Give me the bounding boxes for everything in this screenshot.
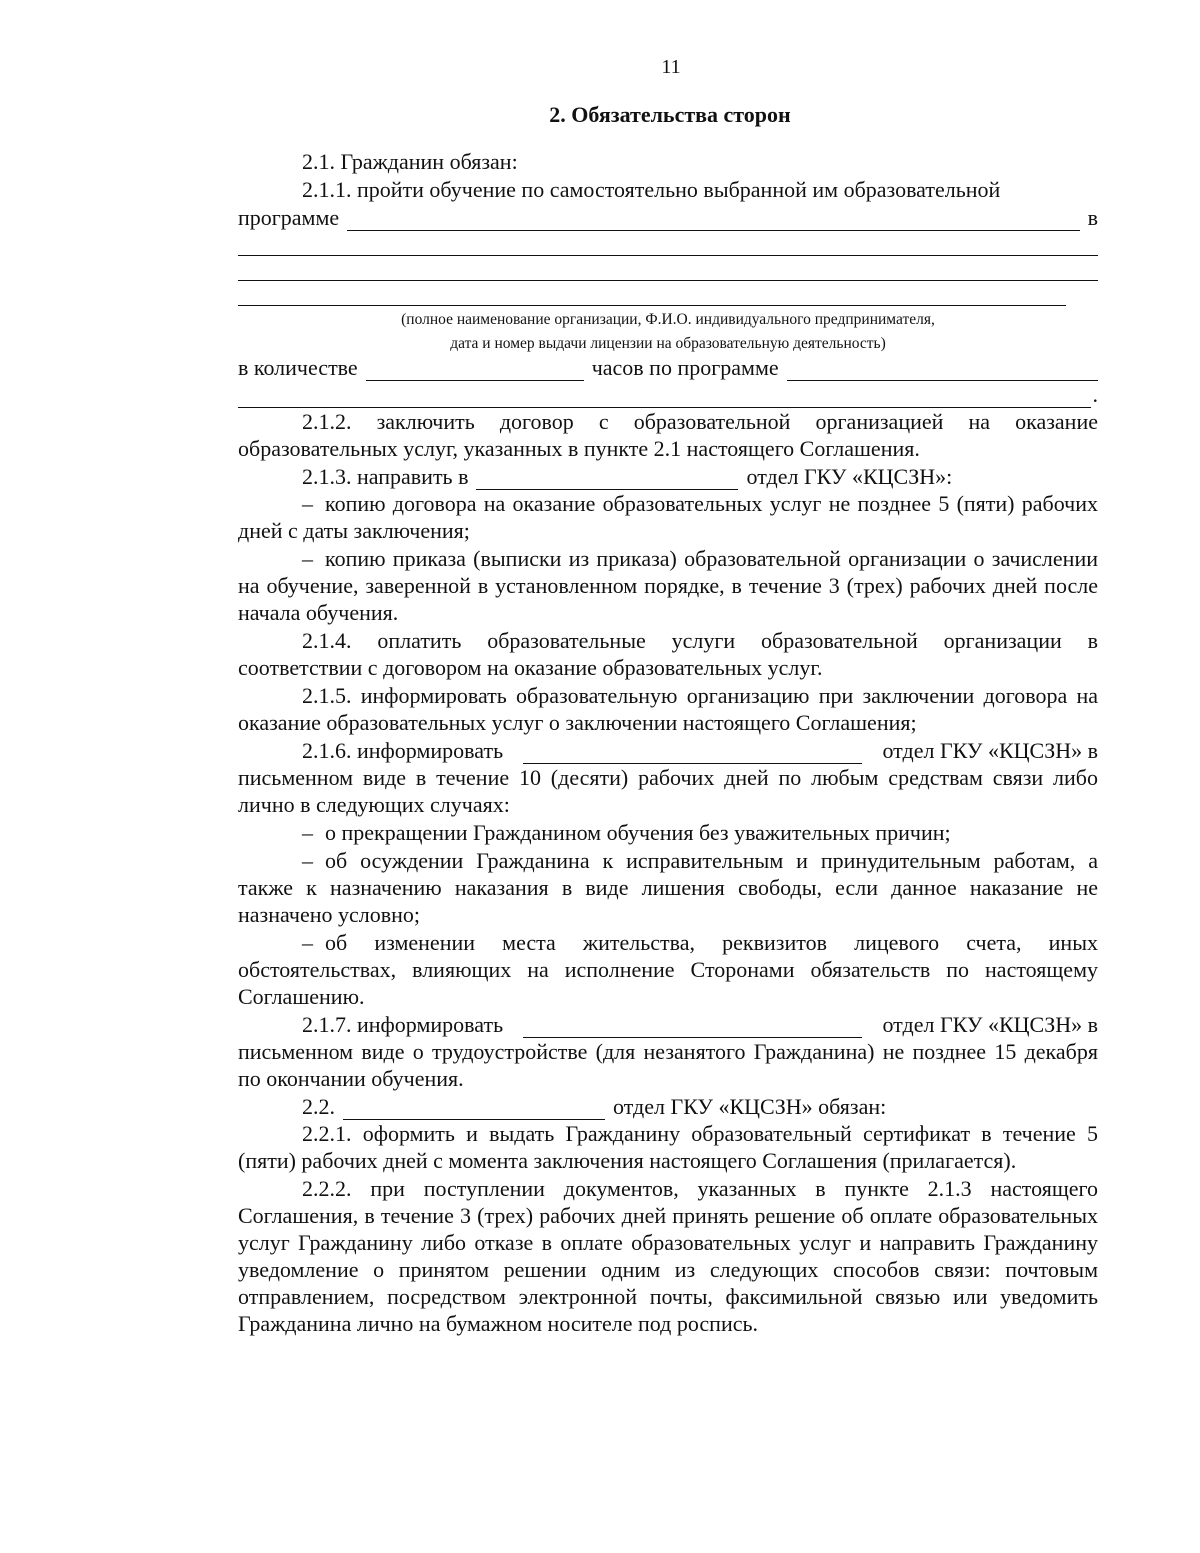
dash-mark: – xyxy=(302,848,313,873)
dash-mark: – xyxy=(302,930,313,955)
quantity-label: в количестве xyxy=(238,355,358,380)
department-blank-1 xyxy=(476,469,738,490)
clause-2-2-dept: отдел ГКУ «КЦСЗН» обязан: xyxy=(613,1094,887,1119)
dash-mark: – xyxy=(302,491,313,516)
quantity-line xyxy=(238,354,1098,381)
bullet-contract-copy-text: копию договора на оказание образовательных услуг не позднее 5 (пяти) рабочих дней с даты заключения; xyxy=(238,491,1098,543)
clause-2-1-6-text: письменном виде в течение 10 (десяти) рабочих дней по любым средствам связи либо лично в следующих случаях: xyxy=(238,765,1098,817)
bullet-order-copy-text: копию приказа (выписки из приказа) образовательной организации о зачислении на обучение, заверенной в установленном порядке, в течение 3 (трех) рабочих дней после начала обучения. xyxy=(238,546,1098,625)
clause-2-1-3-label: 2.1.3. направить в xyxy=(302,464,469,489)
clause-2-1-7-dept: отдел ГКУ «КЦСЗН» в xyxy=(882,1012,1098,1037)
clause-2-2-1: 2.2.1. оформить и выдать Гражданину образовательный сертификат в течение 5 (пяти) рабочих дней с момента заключения настоящего Соглашения (прилагается). xyxy=(238,1121,1098,1173)
clause-2-1: 2.1. Гражданин обязан: xyxy=(302,149,518,174)
clause-2-1-4: 2.1.4. оплатить образовательные услуги образовательной организации в соответствии с договором на оказание образовательных услуг. xyxy=(238,628,1098,680)
clause-2-1-2: 2.1.2. заключить договор с образовательной организацией на оказание образовательных услуг, указанных в пункте 2.1 настоящего Соглашения. xyxy=(238,409,1098,461)
department-blank-3 xyxy=(523,1017,862,1038)
clause-2-1-7-text: письменном виде о трудоустройстве (для незанятого Гражданина) не позднее 15 декабря по окончании обучения. xyxy=(238,1039,1098,1091)
dash-mark: – xyxy=(302,546,313,571)
bullet-order-copy xyxy=(238,545,1098,626)
clause-2-2-label: 2.2. xyxy=(302,1094,335,1119)
clause-2-2 xyxy=(238,1093,1098,1120)
department-blank-2 xyxy=(523,743,862,764)
caption-line-1: (полное наименование организации, Ф.И.О. индивидуального предпринимателя, xyxy=(401,311,935,328)
hours-label: часов по программе xyxy=(591,355,779,380)
department-blank-4 xyxy=(343,1099,605,1120)
page-number: 11 xyxy=(661,56,681,78)
program-blank xyxy=(347,210,1079,231)
clause-2-2-2: 2.2.2. при поступлении документов, указанных в пункте 2.1.3 настоящего Соглашения, в течение 3 (трех) рабочих дней принять решение об оплате образовательных услуг Гражданину либо отказе в оплате образовательных услуг и направить Гражданину уведомление о принятом решении одним из следующих способов связи: почтовым отправлением, посредством электронной почты, факсимильной связью или уведомить Гражданина лично на бумажном носителе под роспись. xyxy=(238,1176,1098,1336)
caption-line-2: дата и номер выдачи лицензии на образовательную деятельность) xyxy=(450,335,886,352)
bullet-termination xyxy=(238,819,1098,846)
period-mark: . xyxy=(1092,382,1098,407)
clause-2-1-1: 2.1.1. пройти обучение по самостоятельно выбранной им образовательной xyxy=(302,177,1001,202)
dash-mark: – xyxy=(302,820,313,845)
hours-blank xyxy=(366,360,584,381)
bullet-conviction-text: об осуждении Гражданина к исправительным и принудительным работам, а также к назначению наказания в виде лишения свободы, если данное наказание не назначено условно; xyxy=(238,848,1098,927)
clause-2-1-3-dept: отдел ГКУ «КЦСЗН»: xyxy=(746,464,953,489)
clause-2-1-6-dept: отдел ГКУ «КЦСЗН» в xyxy=(882,738,1098,763)
quantity-continuation xyxy=(238,381,1098,408)
continuation-blank xyxy=(238,387,1091,408)
clause-2-1-7-label: 2.1.7. информировать xyxy=(302,1012,504,1037)
program-name-blank xyxy=(787,360,1098,381)
bullet-residence-change-text: об изменении места жительства, реквизитов лицевого счета, иных обстоятельствах, влияющих на исполнение Сторонами обязательств по настоящему Соглашению. xyxy=(238,930,1098,1009)
program-suffix: в xyxy=(1087,205,1098,230)
clause-2-1-5: 2.1.5. информировать образовательную организацию при заключении договора на оказание образовательных услуг о заключении настоящего Соглашения; xyxy=(238,683,1098,735)
blank-line-2 xyxy=(238,256,1098,281)
bullet-conviction xyxy=(238,847,1098,928)
program-label: программе xyxy=(238,205,340,230)
document-body xyxy=(238,148,1098,1338)
clause-2-1-7 xyxy=(238,1011,1098,1038)
section-title: 2. Обязательства сторон xyxy=(549,102,791,127)
clause-2-1-6 xyxy=(238,737,1098,764)
clause-2-1-6-label: 2.1.6. информировать xyxy=(302,738,504,763)
bullet-contract-copy xyxy=(238,490,1098,544)
bullet-termination-text: о прекращении Гражданином обучения без уважительных причин; xyxy=(325,820,951,845)
clause-2-1-3 xyxy=(238,463,1098,490)
program-line xyxy=(238,204,1098,231)
bullet-residence-change xyxy=(238,929,1098,1010)
blank-line-3 xyxy=(238,281,1066,306)
blank-line-1 xyxy=(238,231,1098,256)
